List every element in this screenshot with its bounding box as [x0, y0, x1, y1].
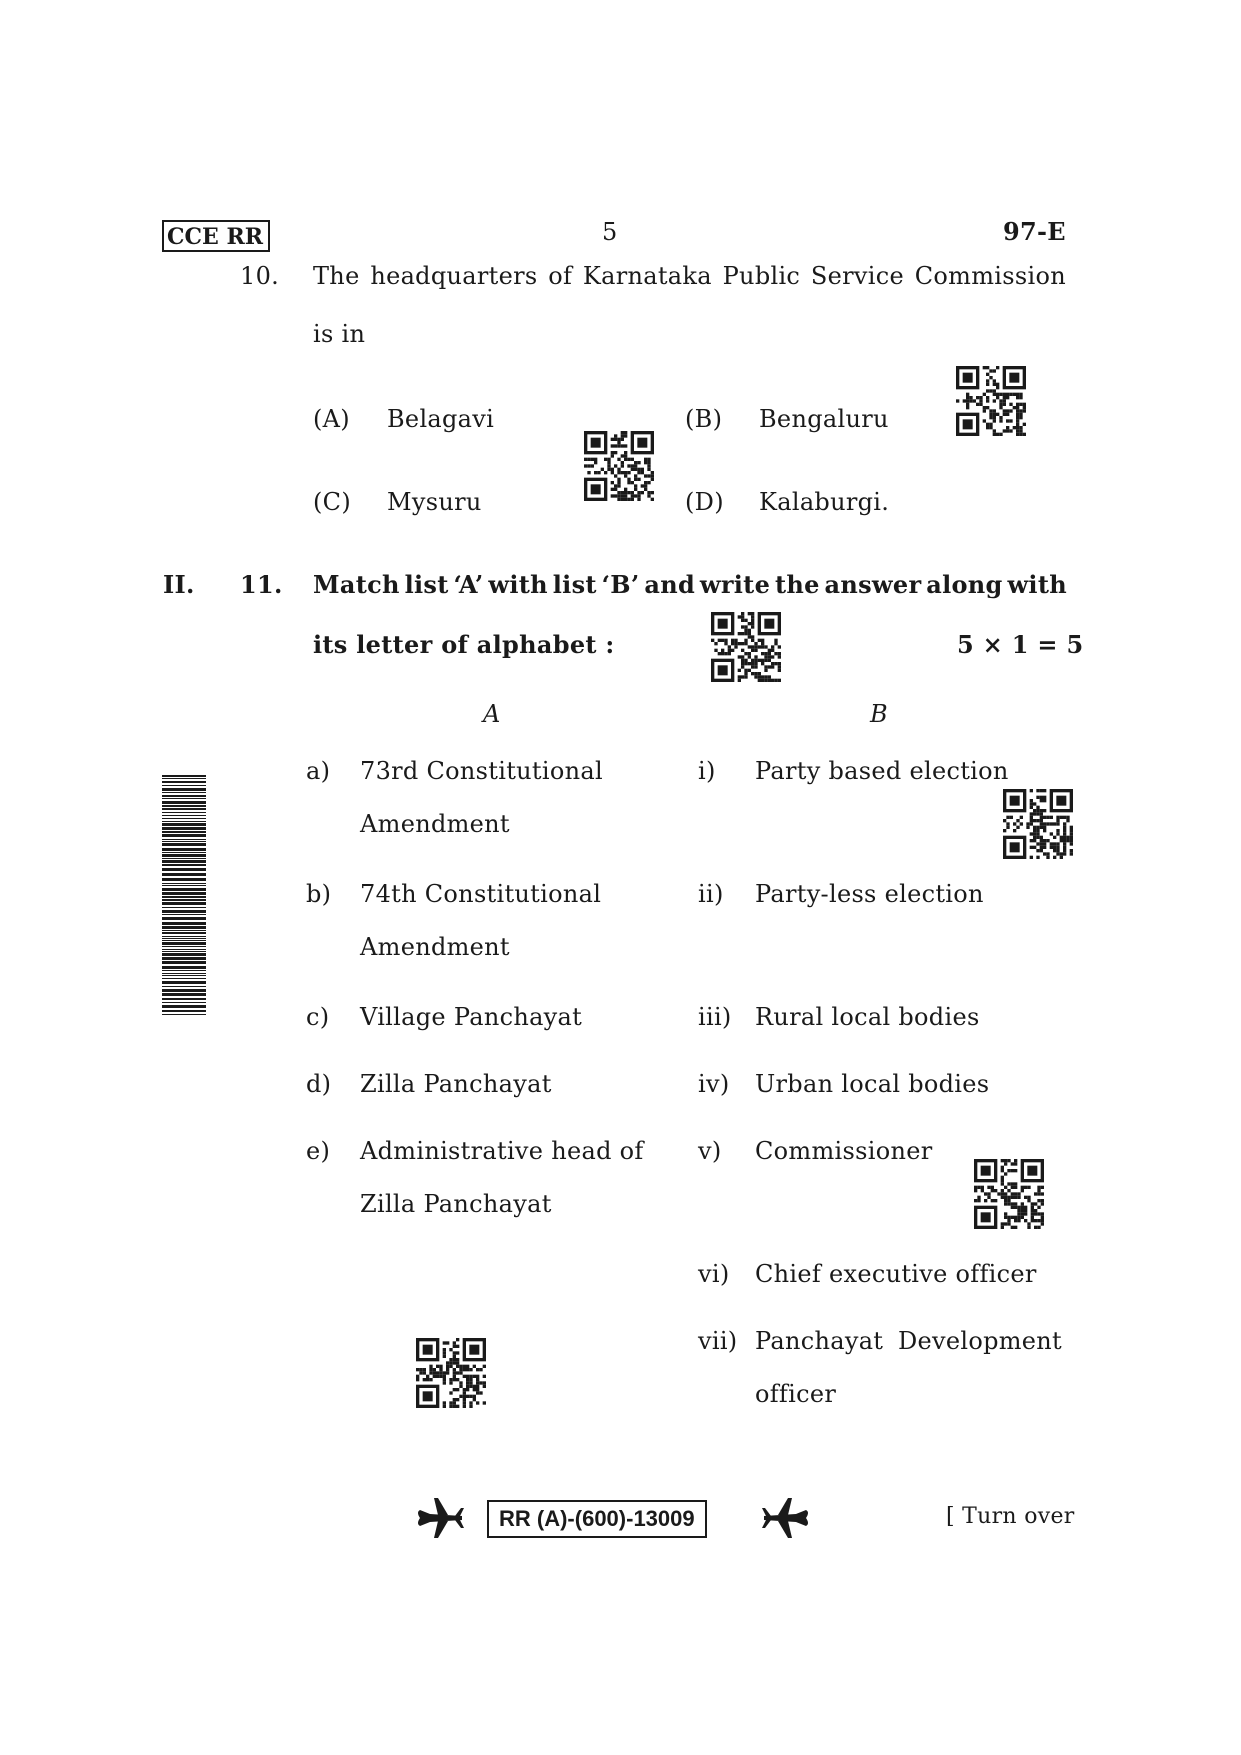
list-b-item: Rural local bodies: [755, 1003, 980, 1031]
list-a-label: b): [306, 880, 332, 908]
list-a-item: Administrative head of: [360, 1137, 644, 1165]
q11-word: write: [699, 570, 771, 599]
list-a-label: c): [306, 1003, 330, 1031]
list-b-item: Party-less election: [755, 880, 984, 908]
q11-word: with: [488, 570, 548, 599]
q10-line1: [313, 262, 1066, 290]
list-a-label: a): [306, 757, 331, 785]
q10-number: 10.: [240, 262, 280, 290]
q10-option-d-label: (D): [685, 488, 724, 516]
q11-word: and: [644, 570, 696, 599]
q11-word: ‘A’: [453, 570, 484, 599]
list-b-item: Chief executive officer: [755, 1260, 1037, 1288]
list-b-item: Urban local bodies: [755, 1070, 990, 1098]
q10-word: Karnataka: [582, 262, 712, 290]
list-a-item: 74th Constitutional: [360, 880, 602, 908]
q10-option-b-text: Bengaluru: [759, 405, 889, 433]
q11-marks: 5 × 1 = 5: [957, 630, 1084, 659]
q10-word: Public: [722, 262, 801, 290]
list-a-item: Zilla Panchayat: [360, 1190, 552, 1218]
column-b-header: B: [870, 700, 888, 728]
list-b-word: Panchayat: [755, 1327, 884, 1355]
q10-option-a-label: (A): [313, 405, 350, 433]
list-a-item: Amendment: [360, 810, 510, 838]
q10-word: Service: [810, 262, 905, 290]
qr-code: [416, 1338, 486, 1408]
q10-option-c-text: Mysuru: [387, 488, 482, 516]
q11-word: list: [404, 570, 449, 599]
list-b-label: iv): [698, 1070, 730, 1098]
q11-line2: its letter of alphabet :: [313, 630, 615, 659]
q11-line1: [313, 570, 1067, 599]
list-b-label: iii): [698, 1003, 732, 1031]
list-a-item: 73rd Constitutional: [360, 757, 603, 785]
qr-code: [974, 1159, 1044, 1229]
list-b-label: ii): [698, 880, 724, 908]
qr-code: [711, 612, 781, 682]
q11-word: with: [1007, 570, 1067, 599]
column-a-header: A: [483, 700, 501, 728]
list-a-item: Zilla Panchayat: [360, 1070, 552, 1098]
list-b-label: v): [698, 1137, 722, 1165]
list-a-item: Amendment: [360, 933, 510, 961]
list-a-label: e): [306, 1137, 331, 1165]
q11-word: list: [552, 570, 597, 599]
list-b-item: Commissioner: [755, 1137, 933, 1165]
footer-code-box: RR (A)-(600)-13009: [487, 1500, 707, 1538]
list-a-label: d): [306, 1070, 332, 1098]
q11-word: the: [774, 570, 820, 599]
paper-code: 97-E: [1003, 217, 1066, 246]
list-b-item: Party based election: [755, 757, 1009, 785]
q10-option-d-text: Kalaburgi.: [759, 488, 890, 516]
list-b-item: [755, 1327, 1062, 1355]
q10-option-c-label: (C): [313, 488, 351, 516]
list-a-item: Village Panchayat: [360, 1003, 583, 1031]
q10-word: of: [548, 262, 573, 290]
qr-code: [584, 431, 654, 501]
barcode: [162, 775, 206, 1015]
q10-word: Commission: [914, 262, 1066, 290]
q10-word: headquarters: [370, 262, 538, 290]
q11-word: Match: [313, 570, 400, 599]
qr-code: [1003, 789, 1073, 859]
q11-word: along: [926, 570, 1003, 599]
q10-option-b-label: (B): [685, 405, 723, 433]
q11-word: answer: [824, 570, 922, 599]
q11-word: ‘B’: [601, 570, 640, 599]
list-b-label: i): [698, 757, 716, 785]
q10-option-a-text: Belagavi: [387, 405, 495, 433]
turn-over-text: [ Turn over: [946, 1504, 1075, 1529]
q11-number: 11.: [240, 570, 283, 599]
section-number: II.: [163, 570, 195, 599]
qr-code: [956, 366, 1026, 436]
page-number: 5: [602, 218, 618, 246]
list-b-item: officer: [755, 1380, 837, 1408]
list-b-word: Development: [897, 1327, 1062, 1355]
list-b-label: vii): [698, 1327, 738, 1355]
q10-word: The: [313, 262, 360, 290]
q10-line2: is in: [313, 320, 366, 348]
series-code-box: CCE RR: [162, 220, 270, 252]
list-b-label: vi): [698, 1260, 730, 1288]
airplane-right-icon: [762, 1496, 810, 1540]
airplane-left-icon: [416, 1496, 464, 1540]
